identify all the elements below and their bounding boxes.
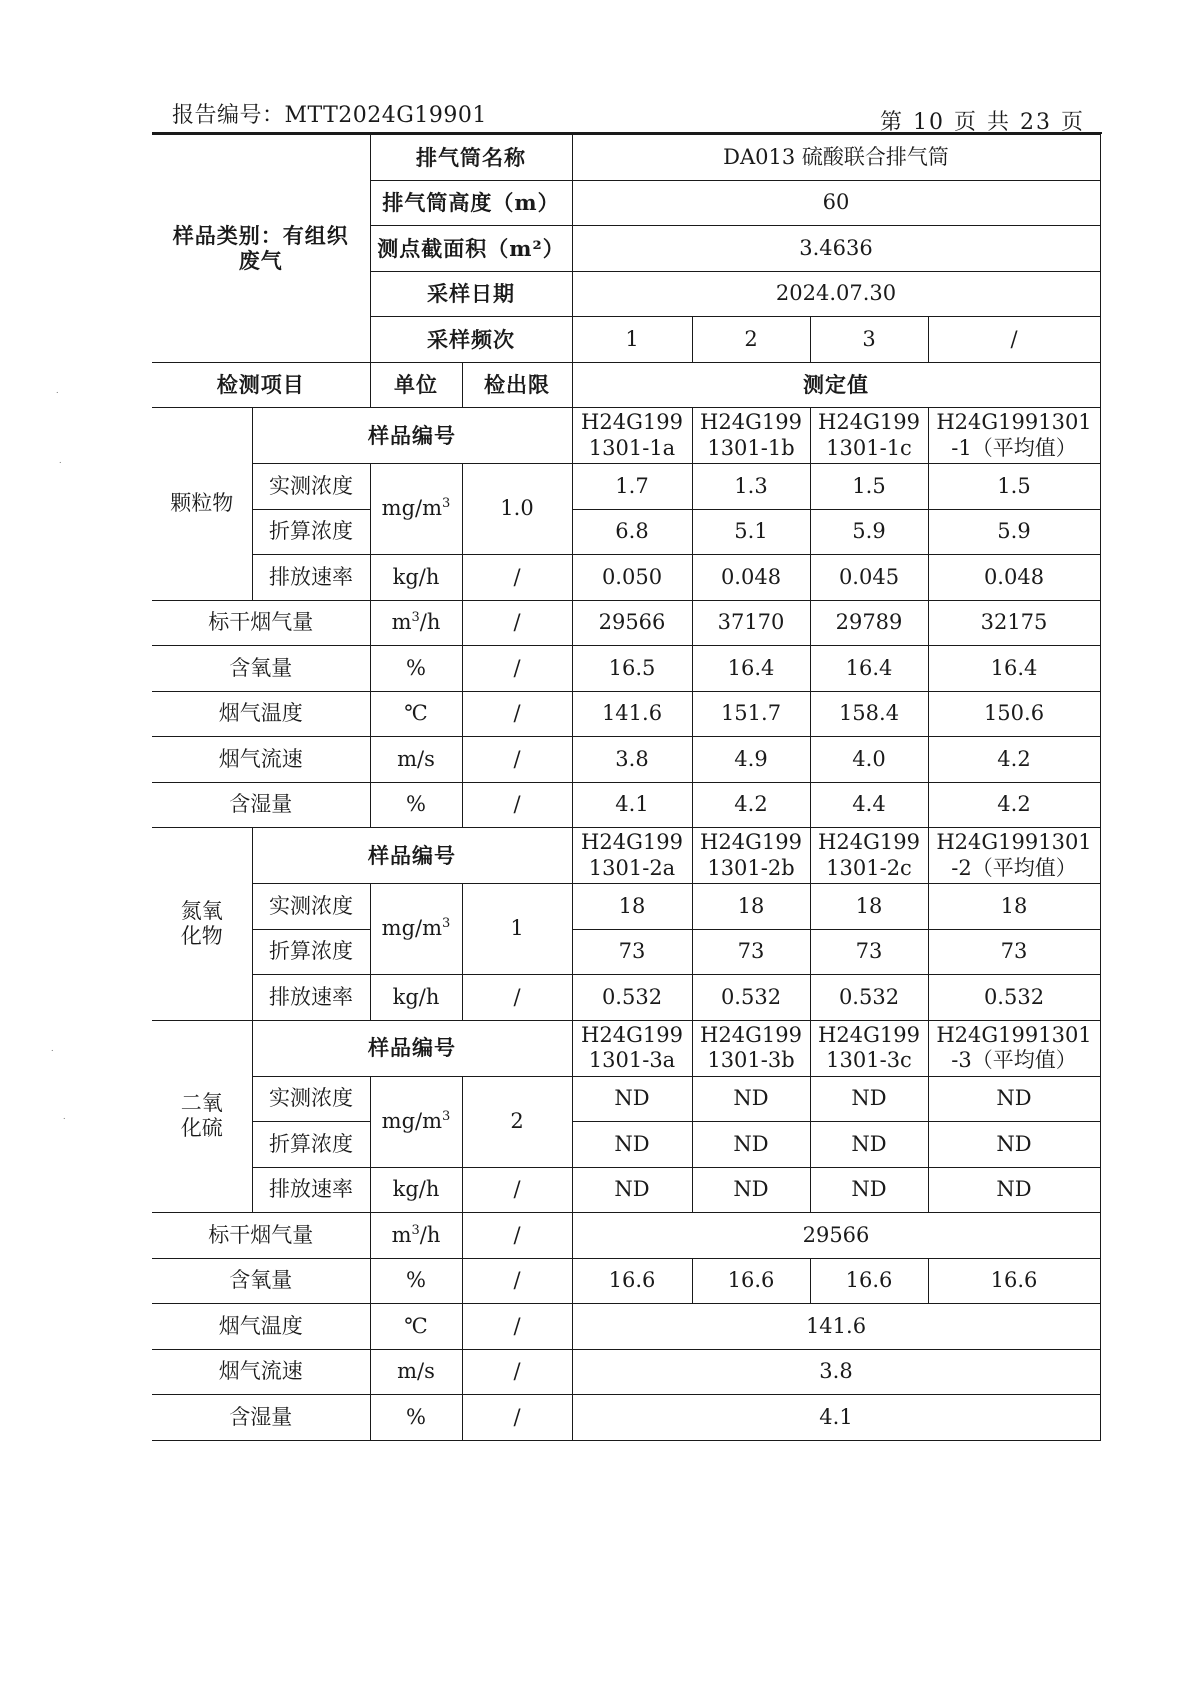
value-cell: 18 <box>572 884 692 930</box>
value-cell: 16.6 <box>810 1258 928 1304</box>
value-cell-merged: 29566 <box>572 1213 1100 1259</box>
particulate-name: 颗粒物 <box>152 408 252 601</box>
value-cell: 4.4 <box>810 782 928 828</box>
value-cell: ND <box>572 1122 692 1168</box>
section-area-value: 3.4636 <box>572 226 1100 272</box>
frequency-cell: 3 <box>810 317 928 363</box>
frequency-cell: 2 <box>692 317 810 363</box>
col-unit: 单位 <box>370 362 462 408</box>
value-cell: 6.8 <box>572 509 692 555</box>
sample-no: H24G199 1301-1a <box>572 408 692 464</box>
value-cell: 158.4 <box>810 691 928 737</box>
unit-conc: $mg/m^3$ <box>370 464 462 555</box>
value-cell: 73 <box>572 929 692 975</box>
value-cell: 18 <box>692 884 810 930</box>
value-cell: 0.045 <box>810 555 928 601</box>
report-number-label: 报告编号： <box>172 103 285 128</box>
sample-no: H24G199 1301-2b <box>692 828 810 884</box>
value-cell: 4.2 <box>692 782 810 828</box>
sample-no-label: 样品编号 <box>252 1020 572 1076</box>
value-cell: 18 <box>810 884 928 930</box>
value-cell: 37170 <box>692 600 810 646</box>
limit-slash: / <box>462 1167 572 1213</box>
value-cell: ND <box>572 1167 692 1213</box>
scan-mark: ˙ <box>50 1050 55 1060</box>
sample-no: H24G1991301 -3（平均值） <box>928 1020 1100 1076</box>
oxygen-label: 含氧量 <box>152 1258 370 1304</box>
value-cell: ND <box>692 1167 810 1213</box>
velocity-label: 烟气流速 <box>152 737 370 783</box>
nox-limit: 1 <box>462 884 572 975</box>
limit-slash: / <box>462 600 572 646</box>
stack-height-label: 排气筒高度（m） <box>370 180 572 226</box>
value-cell: 16.6 <box>572 1258 692 1304</box>
sample-no: H24G199 1301-1b <box>692 408 810 464</box>
converted-label: 折算浓度 <box>252 929 370 975</box>
sample-no: H24G199 1301-3a <box>572 1020 692 1076</box>
emission-test-table <box>152 134 1101 1441</box>
measured-label: 实测浓度 <box>252 884 370 930</box>
unit-flow: $m^3/h$ <box>370 1213 462 1259</box>
value-cell: 16.4 <box>692 646 810 692</box>
value-cell: ND <box>810 1076 928 1122</box>
report-number <box>172 98 487 129</box>
value-cell: 151.7 <box>692 691 810 737</box>
value-cell: 5.1 <box>692 509 810 555</box>
value-cell: 0.048 <box>692 555 810 601</box>
value-cell: 16.4 <box>810 646 928 692</box>
limit-slash: / <box>462 555 572 601</box>
velocity-label: 烟气流速 <box>152 1349 370 1395</box>
value-cell: 4.9 <box>692 737 810 783</box>
value-cell: 29789 <box>810 600 928 646</box>
measured-label: 实测浓度 <box>252 1076 370 1122</box>
sample-no-label: 样品编号 <box>252 408 572 464</box>
value-cell: ND <box>692 1076 810 1122</box>
value-cell: 0.532 <box>810 975 928 1021</box>
value-cell: 16.6 <box>692 1258 810 1304</box>
measured-label: 实测浓度 <box>252 464 370 510</box>
oxygen-label: 含氧量 <box>152 646 370 692</box>
so2-name: 二氧化硫 <box>152 1020 252 1213</box>
scan-mark: ˙ <box>62 1118 67 1128</box>
stack-name-value: DA013 硫酸联合排气筒 <box>572 135 1100 181</box>
col-limit: 检出限 <box>462 362 572 408</box>
value-cell: 18 <box>928 884 1100 930</box>
value-cell: 4.2 <box>928 782 1100 828</box>
unit-conc: $mg/m^3$ <box>370 1076 462 1167</box>
flow-label: 标干烟气量 <box>152 1213 370 1259</box>
unit-celsius: ℃ <box>370 691 462 737</box>
limit-slash: / <box>462 975 572 1021</box>
value-cell: 0.048 <box>928 555 1100 601</box>
value-cell-merged: 4.1 <box>572 1395 1100 1441</box>
section-area-label: 测点截面积（m²） <box>370 226 572 272</box>
unit-percent: % <box>370 1258 462 1304</box>
value-cell: 1.7 <box>572 464 692 510</box>
unit-flow: $m^3/h$ <box>370 600 462 646</box>
limit-slash: / <box>462 1213 572 1259</box>
sample-no: H24G1991301 -1（平均值） <box>928 408 1100 464</box>
value-cell: 141.6 <box>572 691 692 737</box>
sample-no-label: 样品编号 <box>252 828 572 884</box>
particulate-limit: 1.0 <box>462 464 572 555</box>
value-cell: 16.5 <box>572 646 692 692</box>
value-cell: 0.050 <box>572 555 692 601</box>
unit-velocity: m/s <box>370 1349 462 1395</box>
flow-label: 标干烟气量 <box>152 600 370 646</box>
stack-height-value: 60 <box>572 180 1100 226</box>
unit-conc: $mg/m^3$ <box>370 884 462 975</box>
limit-slash: / <box>462 646 572 692</box>
value-cell: ND <box>692 1122 810 1168</box>
frequency-cell: 1 <box>572 317 692 363</box>
value-cell: 1.5 <box>928 464 1100 510</box>
sample-no: H24G199 1301-3c <box>810 1020 928 1076</box>
unit-percent: % <box>370 782 462 828</box>
value-cell: ND <box>572 1076 692 1122</box>
limit-slash: / <box>462 1349 572 1395</box>
value-cell: ND <box>810 1122 928 1168</box>
sample-date-value: 2024.07.30 <box>572 271 1100 317</box>
limit-slash: / <box>462 737 572 783</box>
stack-name-label: 排气筒名称 <box>370 135 572 181</box>
sample-no: H24G1991301 -2（平均值） <box>928 828 1100 884</box>
unit-celsius: ℃ <box>370 1304 462 1350</box>
rate-label: 排放速率 <box>252 555 370 601</box>
value-cell: 0.532 <box>692 975 810 1021</box>
value-cell: 4.0 <box>810 737 928 783</box>
limit-slash: / <box>462 1304 572 1350</box>
limit-slash: / <box>462 1258 572 1304</box>
unit-rate: kg/h <box>370 1167 462 1213</box>
value-cell: ND <box>928 1167 1100 1213</box>
report-number-value: MTT2024G19901 <box>284 103 487 128</box>
limit-slash: / <box>462 1395 572 1441</box>
temperature-label: 烟气温度 <box>152 1304 370 1350</box>
value-cell: 5.9 <box>928 509 1100 555</box>
value-cell: 73 <box>692 929 810 975</box>
moisture-label: 含湿量 <box>152 782 370 828</box>
scan-mark: ˙ <box>55 392 60 402</box>
unit-rate: kg/h <box>370 975 462 1021</box>
converted-label: 折算浓度 <box>252 509 370 555</box>
value-cell: 4.1 <box>572 782 692 828</box>
value-cell: ND <box>810 1167 928 1213</box>
value-cell: 3.8 <box>572 737 692 783</box>
value-cell: ND <box>928 1122 1100 1168</box>
value-cell: 4.2 <box>928 737 1100 783</box>
unit-velocity: m/s <box>370 737 462 783</box>
value-cell: 5.9 <box>810 509 928 555</box>
temperature-label: 烟气温度 <box>152 691 370 737</box>
value-cell-merged: 141.6 <box>572 1304 1100 1350</box>
so2-limit: 2 <box>462 1076 572 1167</box>
col-values: 测定值 <box>572 362 1100 408</box>
value-cell: 150.6 <box>928 691 1100 737</box>
value-cell: 0.532 <box>572 975 692 1021</box>
value-cell: 16.6 <box>928 1258 1100 1304</box>
sample-date-label: 采样日期 <box>370 271 572 317</box>
sample-category: 样品类别：有组织废气 <box>152 135 370 363</box>
rate-label: 排放速率 <box>252 975 370 1021</box>
frequency-label: 采样频次 <box>370 317 572 363</box>
sample-no: H24G199 1301-3b <box>692 1020 810 1076</box>
unit-percent: % <box>370 1395 462 1441</box>
value-cell: 32175 <box>928 600 1100 646</box>
limit-slash: / <box>462 782 572 828</box>
nox-name: 氮氧化物 <box>152 828 252 1021</box>
value-cell: 73 <box>810 929 928 975</box>
frequency-cell: / <box>928 317 1100 363</box>
value-cell: ND <box>928 1076 1100 1122</box>
value-cell: 16.4 <box>928 646 1100 692</box>
sample-no: H24G199 1301-1c <box>810 408 928 464</box>
value-cell: 0.532 <box>928 975 1100 1021</box>
sample-no: H24G199 1301-2c <box>810 828 928 884</box>
page-info: 第 10 页 共 23 页 <box>880 110 1085 135</box>
value-cell-merged: 3.8 <box>572 1349 1100 1395</box>
converted-label: 折算浓度 <box>252 1122 370 1168</box>
rate-label: 排放速率 <box>252 1167 370 1213</box>
unit-rate: kg/h <box>370 555 462 601</box>
value-cell: 29566 <box>572 600 692 646</box>
value-cell: 73 <box>928 929 1100 975</box>
value-cell: 1.3 <box>692 464 810 510</box>
value-cell: 1.5 <box>810 464 928 510</box>
sample-no: H24G199 1301-2a <box>572 828 692 884</box>
col-item: 检测项目 <box>152 362 370 408</box>
limit-slash: / <box>462 691 572 737</box>
moisture-label: 含湿量 <box>152 1395 370 1441</box>
unit-percent: % <box>370 646 462 692</box>
scan-mark: ˙ <box>58 462 63 472</box>
